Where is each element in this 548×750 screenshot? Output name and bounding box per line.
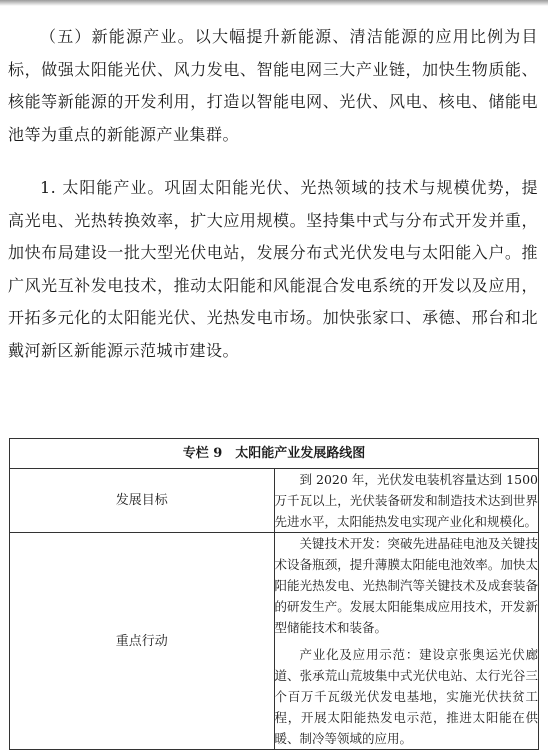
page-top-edge bbox=[0, 0, 548, 6]
table-row bbox=[10, 469, 539, 533]
table-title: 专栏 9 太阳能产业发展路线图 bbox=[10, 439, 539, 469]
solar-roadmap-table bbox=[9, 438, 539, 750]
row-content-actions bbox=[274, 533, 539, 750]
row-content-goal bbox=[274, 469, 539, 533]
row-label-actions: 重点行动 bbox=[10, 533, 275, 750]
paragraph-new-energy: （五）新能源产业。以大幅提升新能源、清洁能源的应用比例为目标，做强太阳能光伏、风力发电、智能电网三大产业链，加快生物质能、核能等新能源的开发利用，打造以智能电网、光伏、风电、核电、储能电池等为重点的新能源产业集群。 bbox=[8, 27, 538, 144]
row-label-goal: 发展目标 bbox=[10, 469, 275, 533]
actions-text-tech: 关键技术开发：突破先进晶硅电池及关键技术设备瓶颈，提升薄膜太阳能电池效率。加快太阳能光热发电、光热制汽等关键技术及成套装备的研发生产。发展太阳能集成应用技术，开发新型储能技术和装备。 bbox=[274, 536, 538, 635]
paragraph-solar-industry: 1. 太阳能产业。巩固太阳能光伏、光热领域的技术与规模优势，提高光电、光热转换效率，扩大应用规模。坚持集中式与分布式开发并重，加快布局建设一批大型光伏电站，发展分布式光伏发电与太阳能入户。推广风光互补发电技术，推动太阳能和风能混合发电系统的开发以及应用，开拓多元化的太阳能光伏、光热发电市场。加快张家口、承德、邢台和北戴河新区新能源示范城市建设。 bbox=[8, 178, 538, 360]
actions-text-demo: 产业化及应用示范：建设京张奥运光伏廊道、张承荒山荒坡集中式光伏电站、太行光谷三个百万千瓦级光伏发电基地，实施光伏扶贫工程，开展太阳能热发电示范，推进太阳能在供暖、制冷等领域的应用。 bbox=[274, 647, 538, 746]
table-row bbox=[10, 533, 539, 750]
goal-text: 到 2020 年，光伏发电装机容量达到 1500 万千瓦以上，光伏装备研发和制造技术达到世界先进水平，太阳能热发电实现产业化和规模化。 bbox=[274, 472, 538, 529]
